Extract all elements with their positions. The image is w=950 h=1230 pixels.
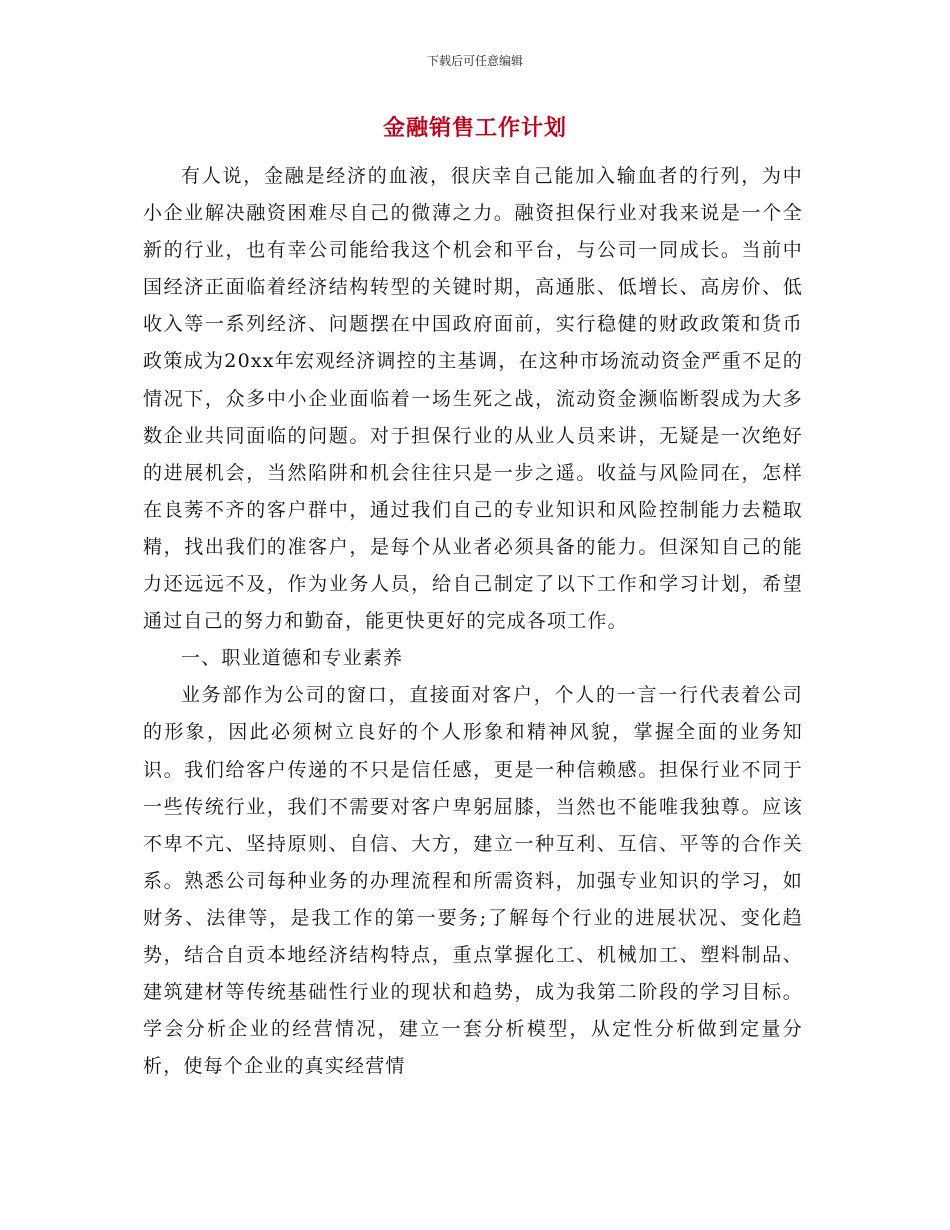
section-heading-ethics: 一、职业道德和专业素养 — [181, 647, 404, 670]
paragraph-ethics: 业务部作为公司的窗口，直接面对客户，个人的一言一行代表着公司的形象，因此必须树立良好的个人形象和精神风貌，掌握全面的业务知识。我们给客户传递的不只是信任感，更是一种信赖感。担保行业不同于一些传统行业，我们不需要对客户卑躬屈膝，当然也不能唯我独尊。应该不卑不亢、坚持原则、自信、大方，建立一种互利、互信、平等的合作关系。熟悉公司每种业务的办理流程和所需资料，加强专业知识的学习，如财务、法律等，是我工作的第一要务;了解每个行业的进展状况、变化趋势，结合自贡本地经济结构特点，重点掌握化工、机械加工、塑料制品、建筑建材等传统基础性行业的现状和趋势，成为我第二阶段的学习目标。学会分析企业的经营情况，建立一套分析模型，从定性分析做到定量分析，使每个企业的真实经营情 — [143, 684, 803, 1078]
document-body — [143, 158, 803, 1085]
document-title: 金融销售工作计划 — [382, 115, 567, 141]
page-header-note: 下载后可任意编辑 — [426, 54, 523, 68]
paragraph-intro: 有人说，金融是经济的血液，很庆幸自己能加入输血者的行列，为中小企业解决融资困难尽自己的微薄之力。融资担保行业对我来说是一个全新的行业，也有幸公司能给我这个机会和平台，与公司一同成长。当前中国经济正面临着经济结构转型的关键时期，高通胀、低增长、高房价、低收入等一系列经济、问题摆在中国政府面前，实行稳健的财政政策和货币政策成为20xx年宏观经济调控的主基调，在这种市场流动资金严重不足的情况下，众多中小企业面临着一场生死之战，流动资金濒临断裂成为大多数企业共同面临的问题。对于担保行业的从业人员来讲，无疑是一次绝好的进展机会，当然陷阱和机会往往只是一步之遥。收益与风险同在，怎样在良莠不齐的客户群中，通过我们自己的专业知识和风险控制能力去糙取精，找出我们的准客户，是每个从业者必须具备的能力。但深知自己的能力还远远不及，作为业务人员，给自己制定了以下工作和学习计划，希望通过自己的努力和勤奋，能更快更好的完成各项工作。 — [143, 165, 803, 633]
